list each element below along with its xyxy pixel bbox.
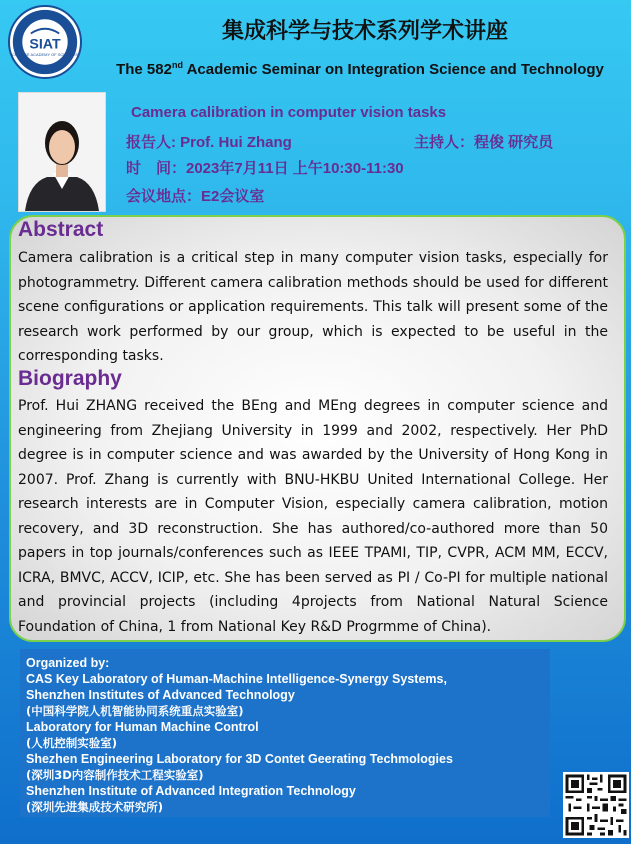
- qr-code-icon: [563, 772, 629, 838]
- venue-line: 会议地点：E2会议室: [126, 188, 265, 205]
- biography-text: Prof. Hui ZHANG received the BEng and MEng degrees in computer science and engineering from Zhejiang University in 1999 and 2002, respectively. Her PhD degree is in computer science and was awarded by the University of Hong Kong in 2007. Prof. Zhang is currently with BNU-HKBU United International College. Her research interests are in Computer Vision, especially camera calibration, motion recovery, and 3D reconstruction. She has authored/co-authored more than 50 papers in top journals/conferences such as IEEE TPAMI, TIP, CVPR, ACM MM, ECCV, ICRA, BMVC, ACCV, ICIP, etc. She has been served as PI / Co-PI for multiple national and provincial projects (including 4projects from National Natural Science Foundation of China, 1 from National Key R&D Progrmme of China).: [18, 398, 608, 635]
- biography-heading: Biography: [18, 367, 122, 390]
- organizer-line: (中国科学院人机智能协同系统重点实验室): [26, 704, 244, 718]
- organizers-box: [20, 649, 550, 817]
- organizer-line: (人机控制实验室): [26, 736, 118, 750]
- organizer-line: Shenzhen Institute of Advanced Integration Technology: [26, 784, 356, 798]
- organizer-line: Laboratory for Human Machine Control: [26, 720, 259, 734]
- abstract-heading: Abstract: [18, 218, 104, 241]
- seminar-title-cn: 集成科学与技术系列学术讲座: [221, 19, 508, 44]
- abstract-text: Camera calibration is a critical step in many computer vision tasks, especially for photogrammetry. Different camera calibration methods should be used for different scene configurations or application requirements. This talk will present some of the research work performed by our group, which is expected to be useful in the corresponding tasks.: [18, 250, 608, 364]
- organizer-line: CAS Key Laboratory of Human-Machine Intelligence-Synergy Systems,: [26, 672, 447, 686]
- logo-ring-text: CHINESE ACADEMY OF SCIENCES: [11, 52, 79, 58]
- host-line: 主持人：程俊 研究员: [414, 134, 554, 151]
- logo-text: SIAT: [29, 36, 61, 53]
- speaker-photo: [18, 92, 106, 212]
- reporter-line: 报告人: Prof. Hui Zhang: [126, 134, 292, 151]
- organizer-line: Shenzhen Institutes of Advanced Technology: [26, 688, 295, 702]
- organizer-line: (深圳3D内容制作技术工程实验室): [26, 768, 204, 782]
- siat-logo: [8, 5, 82, 79]
- organizers-label: Organized by:: [26, 656, 110, 670]
- organizer-line: Shezhen Engineering Laboratory for 3D Contet Geerating Techmologies: [26, 752, 453, 766]
- talk-title: Camera calibration in computer vision tasks: [131, 104, 447, 121]
- seminar-title-en: The 582nd Academic Seminar on Integration Science and Technology: [116, 60, 604, 78]
- time-line: 时 间：2023年7月11日 上午10:30-11:30: [126, 160, 404, 177]
- organizer-line: (深圳先进集成技术研究所): [26, 800, 164, 814]
